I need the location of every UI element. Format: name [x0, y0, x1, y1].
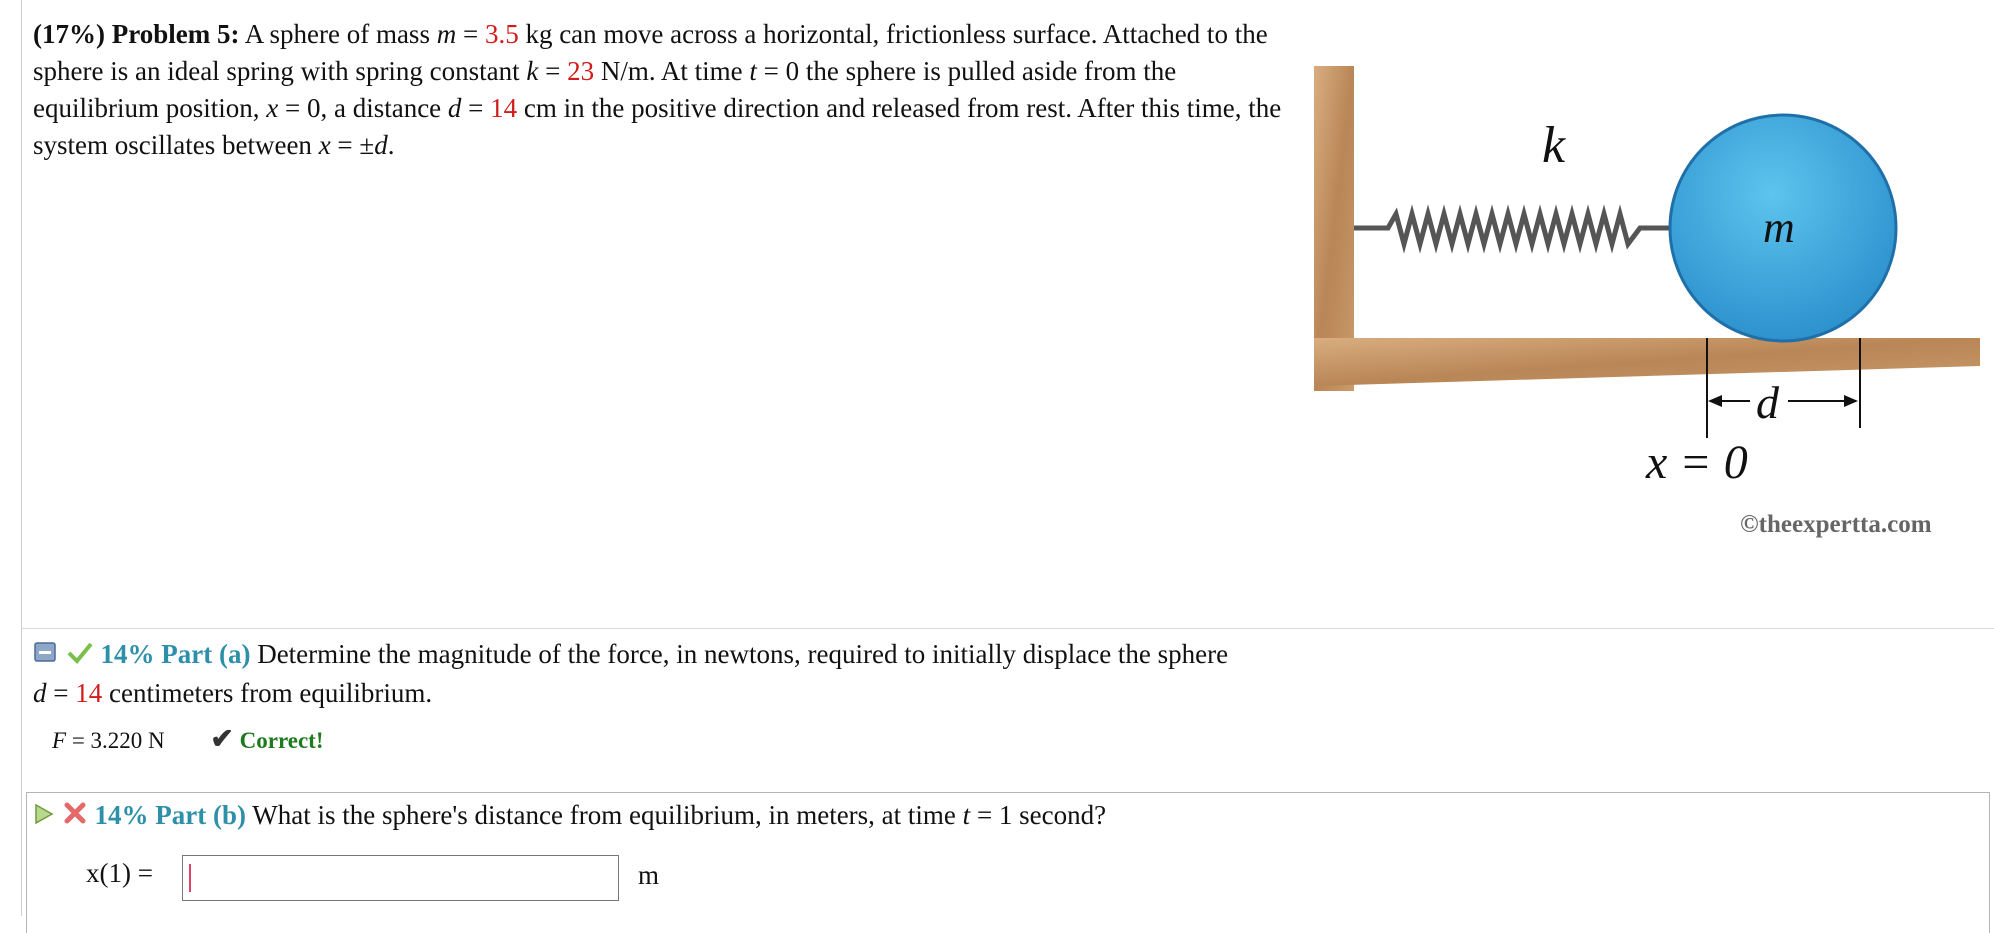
- part-a-d-value: 14: [75, 678, 103, 709]
- answer-value: = 3.220 N: [66, 728, 165, 753]
- left-border: [21, 0, 22, 916]
- text: = 0, a distance: [278, 93, 448, 123]
- text: cm in the positive direction and released from rest. After this time, the system oscillates between: [33, 93, 1282, 160]
- status-text: Correct!: [239, 728, 324, 753]
- section-divider: [22, 628, 1994, 629]
- mass-label: m: [1763, 203, 1795, 252]
- text: =: [538, 56, 568, 86]
- part-b-weight: 14%: [94, 800, 149, 830]
- var-d: d: [374, 130, 388, 160]
- var-t: t: [962, 800, 971, 830]
- text: = 0 the sphere is pulled aside from the equilibrium position,: [33, 56, 1177, 123]
- answer-var: F: [52, 728, 67, 753]
- var-d: d: [33, 678, 47, 709]
- text: =: [456, 19, 485, 49]
- collapse-icon[interactable]: [33, 638, 59, 675]
- floor: [1314, 338, 1980, 386]
- arrowhead-left: [1708, 395, 1722, 407]
- spring-constant-label: k: [1542, 117, 1566, 174]
- var-x: x: [266, 93, 279, 123]
- text: =: [46, 678, 76, 709]
- play-icon[interactable]: [33, 799, 55, 836]
- incorrect-icon: [62, 799, 88, 836]
- answer-input[interactable]: [182, 855, 619, 901]
- correct-status: [210, 724, 324, 755]
- part-a-answer: [52, 722, 323, 756]
- problem-statement: [33, 16, 1283, 164]
- var-m: m: [436, 19, 457, 49]
- part-a-weight: 14%: [100, 639, 155, 669]
- checkmark-icon: ✔: [210, 724, 234, 755]
- part-b-title: Part (b): [155, 800, 246, 830]
- part-b: [33, 797, 1106, 836]
- spring: [1354, 214, 1682, 244]
- text: N/m. At time: [594, 56, 750, 86]
- spring-mass-figure: [1310, 56, 1980, 546]
- part-b-input-label: x(1) =: [86, 858, 153, 888]
- text: centimeters from equilibrium.: [102, 678, 433, 709]
- arrowhead-right: [1844, 395, 1858, 407]
- origin-label: x = 0: [1646, 436, 1748, 489]
- d-value: 14: [490, 93, 518, 123]
- var-t: t: [749, 56, 757, 86]
- problem-weight: (17%): [33, 19, 105, 49]
- text: = 1 second?: [970, 800, 1107, 830]
- text: kg can move across a horizontal, frictionless surface. Attached to the sphere is an ideal spring with spring constant: [33, 19, 1268, 86]
- text-caret: [189, 864, 191, 892]
- part-a: [33, 636, 1533, 712]
- text: A sphere of mass: [244, 19, 437, 49]
- k-value: 23: [567, 56, 595, 86]
- text: .: [387, 130, 395, 160]
- displacement-label: d: [1756, 377, 1779, 428]
- var-d: d: [447, 93, 462, 123]
- check-icon: [66, 638, 94, 675]
- part-a-title: Part (a): [161, 639, 251, 669]
- problem-label: Problem 5:: [111, 19, 240, 49]
- copyright-text: ©theexpertta.com: [1740, 511, 1932, 538]
- unit-label: m: [638, 860, 660, 890]
- mass-value: 3.5: [484, 19, 519, 49]
- part-a-question: Determine the magnitude of the force, in newtons, required to initially displace the sphere: [257, 639, 1229, 669]
- text: = ±: [330, 130, 375, 160]
- part-b-question: What is the sphere's distance from equilibrium, in meters, at time: [252, 800, 963, 830]
- text: =: [461, 93, 491, 123]
- var-x: x: [318, 130, 331, 160]
- var-k: k: [526, 56, 539, 86]
